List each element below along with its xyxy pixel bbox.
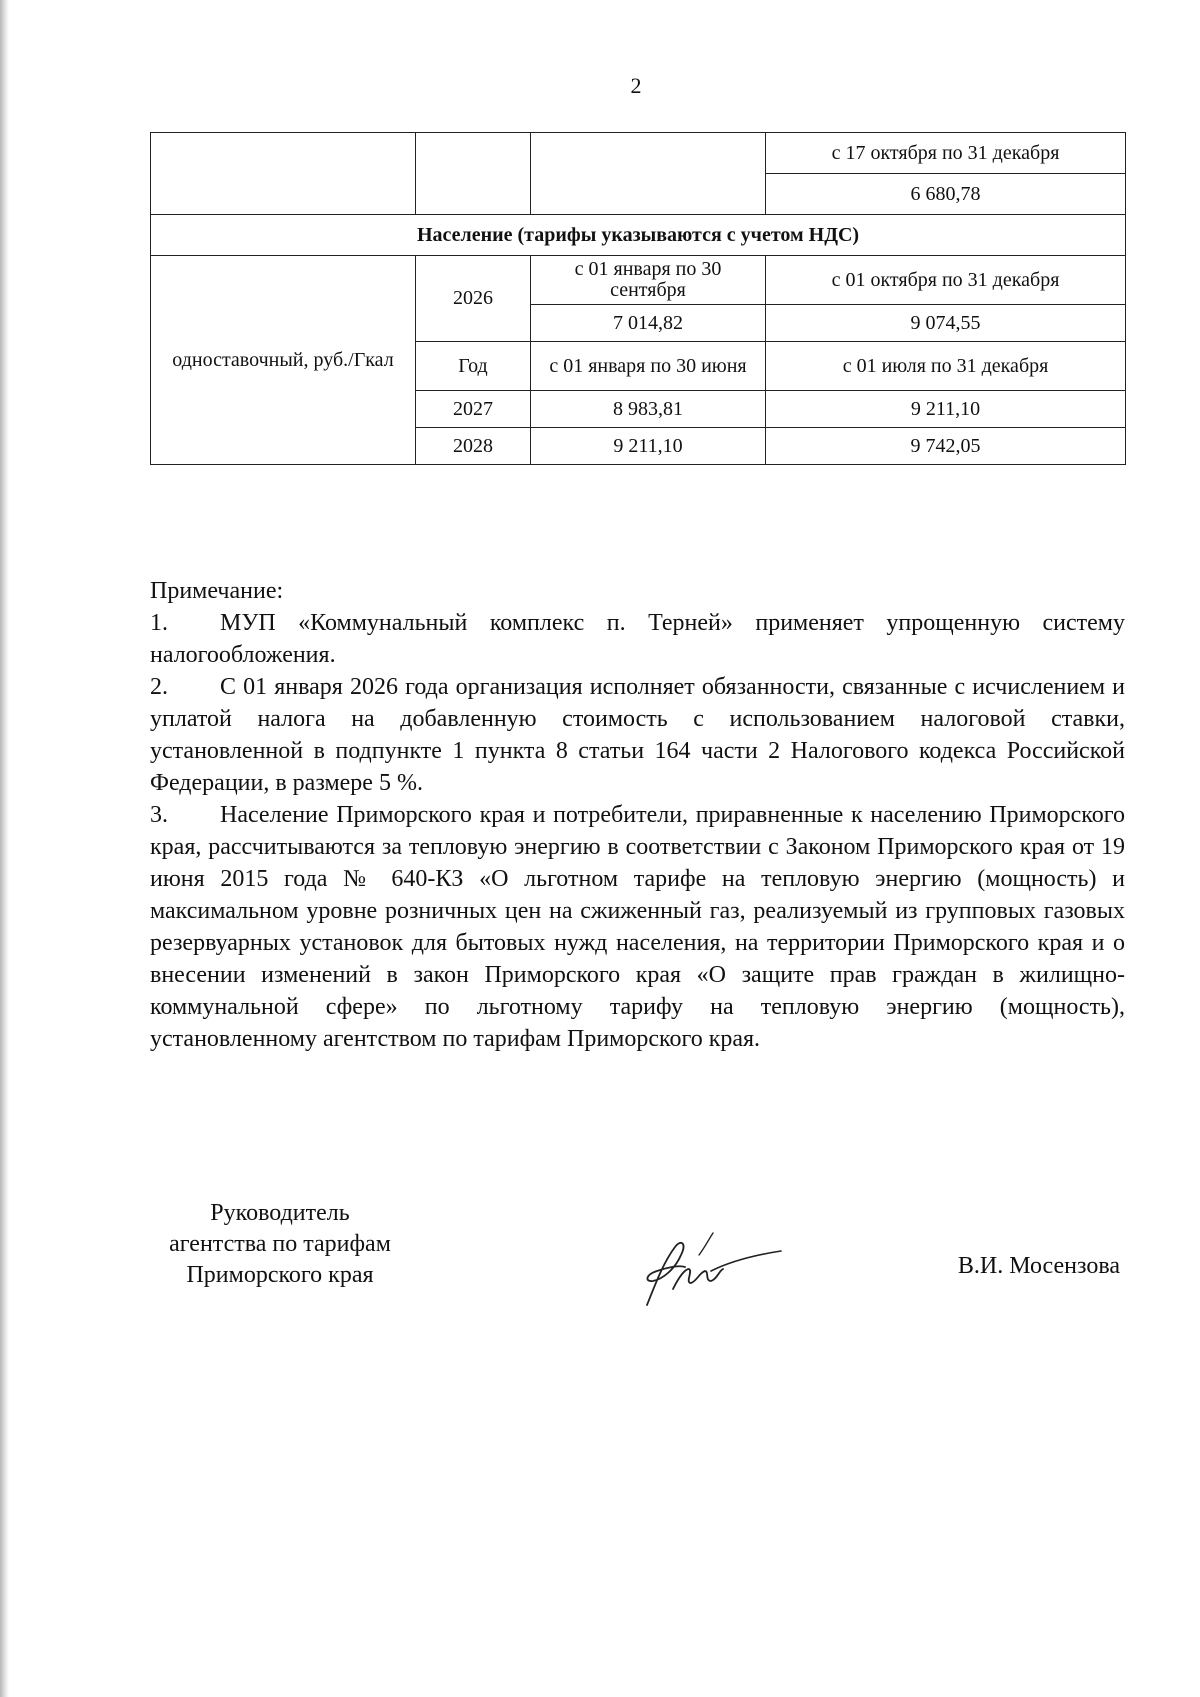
year-header-cell: Год [416,342,531,391]
note-item [150,799,1125,1055]
table-row [151,133,1126,174]
note-number: 3. [150,802,168,828]
year-cell: 2027 [416,391,531,428]
period-cell: с 01 января по 30 июня [531,342,766,391]
note-number: 1. [150,610,168,636]
value-cell: 9 211,10 [766,391,1126,428]
tariff-type-cell: одноставочный, руб./Гкал [151,256,416,465]
period-cell: с 17 октября по 31 декабря [766,133,1126,174]
handwritten-signature [635,1225,785,1310]
table-row [151,256,1126,305]
value-cell: 6 680,78 [766,174,1126,215]
tariff-table [150,132,1126,465]
section-row [151,215,1126,256]
signature-title-line: Руководитель [210,1200,350,1226]
page-number: 2 [630,73,642,98]
year-cell: 2026 [416,256,531,342]
note-text: С 01 января 2026 года организация исполняет обязанности, связанные с исчислением и уплатой налога на добавленную стоимость с использованием налоговой ставки, установленной в подпункте 1 пункта 8 статьи 164 части 2 Налогового кодекса Российской Федерации, в размере 5 %. [150,674,1125,796]
section-title: Население (тарифы указываются с учетом НДС) [151,215,1126,256]
note-number: 2. [150,674,168,700]
signature-title-line: агентства по тарифам [169,1231,391,1257]
note-item [150,607,1125,671]
notes-section [150,575,1125,1055]
value-cell: 9 211,10 [531,428,766,465]
value-cell: 7 014,82 [531,305,766,342]
note-text: МУП «Коммунальный комплекс п. Терней» применяет упрощенную систему налогообложения. [150,610,1125,668]
value-cell: 9 074,55 [766,305,1126,342]
period-cell: с 01 января по 30 сентября [531,256,766,305]
note-text: Население Приморского края и потребители, приравненные к населению Приморского края, рассчитываются за тепловую энергию в соответствии с Законом Приморского края от 19 июня 2015 года № 640-КЗ «О льготном тарифе на тепловую энергию (мощность) и максимальном уровне розничных цен на сжиженный газ, реализуемый из групповых газовых резервуарных установок для бытовых нужд населения, на территории Приморского края и о внесении изменений в закон Приморского края «О защите прав граждан в жилищно-коммунальной сфере» по льготному тарифу на тепловую энергию (мощность), установленному агентством по тарифам Приморского края. [150,802,1125,1052]
signature-title [150,1198,410,1291]
year-cell: 2028 [416,428,531,465]
note-item [150,671,1125,799]
value-cell: 8 983,81 [531,391,766,428]
scan-edge [0,0,9,1697]
notes-heading: Примечание: [150,578,284,604]
signer-name: В.И. Мосензова [957,1253,1120,1279]
signature-title-line: Приморского края [186,1262,374,1288]
value-cell: 9 742,05 [766,428,1126,465]
period-cell: с 01 июля по 31 декабря [766,342,1126,391]
period-cell: с 01 октября по 31 декабря [766,256,1126,305]
